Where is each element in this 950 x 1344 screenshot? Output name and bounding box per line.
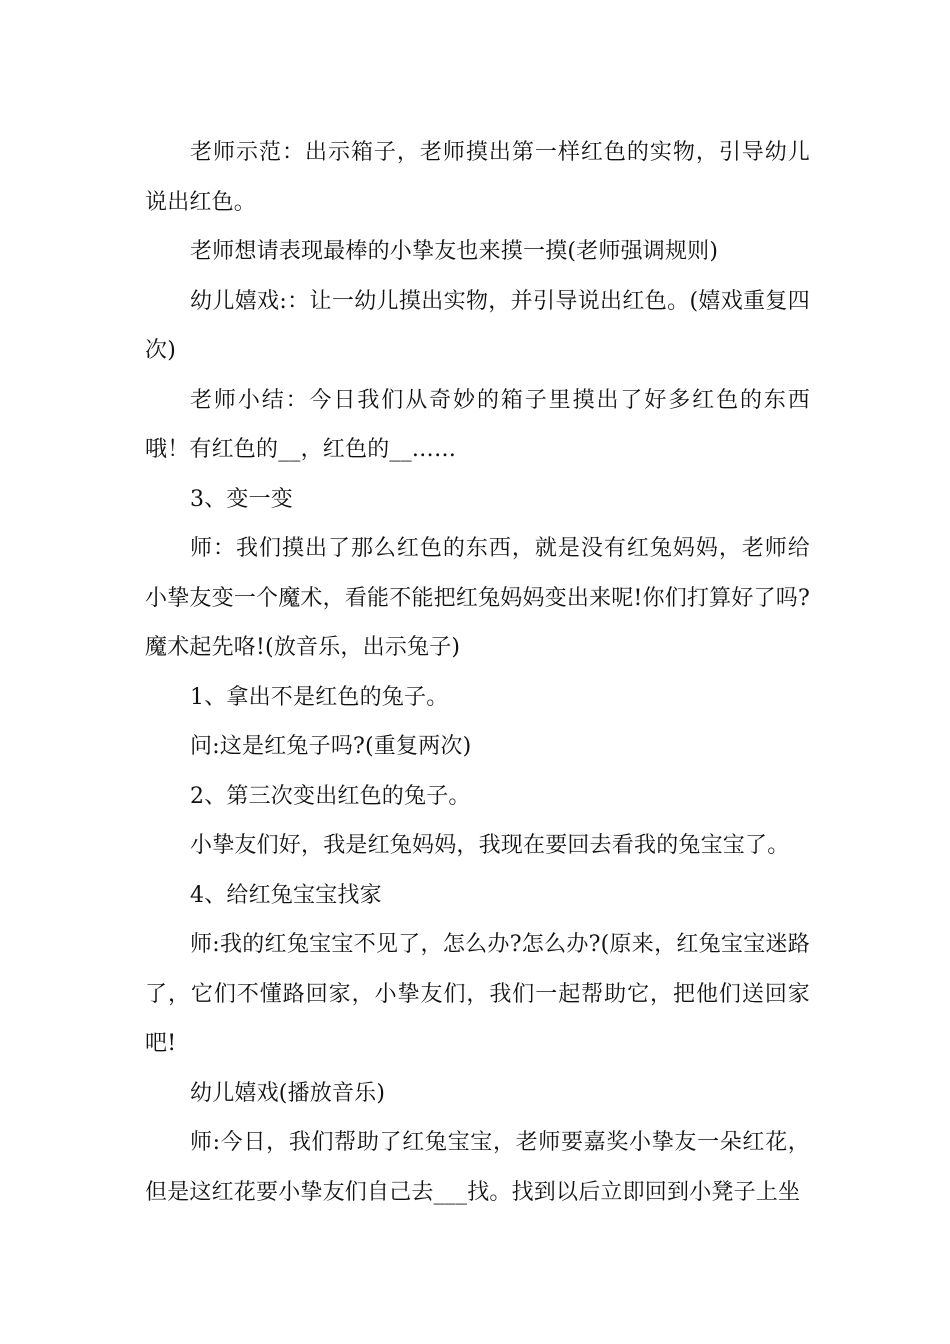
paragraph-red-flower-reward: 师:今日，我们帮助了红兔宝宝，老师要嘉奖小挚友一朵红花，但是这红花要小挚友们自己去___找。找到以后立即回到小凳子上坐 xyxy=(145,1130,810,1205)
paragraph-rabbit-mother: 小挚友们好，我是红兔妈妈，我现在要回去看我的兔宝宝了。 xyxy=(190,833,790,858)
document-body xyxy=(145,128,810,1217)
paragraph-child-game-music: 幼儿嬉戏(播放音乐) xyxy=(190,1080,386,1106)
paragraph-teacher-summary: 老师小结：今日我们从奇妙的箱子里摸出了好多红色的东西哦！有红色的__，红色的__…… xyxy=(145,387,810,462)
paragraph-invite-touch: 老师想请表现最棒的小挚友也来摸一摸(老师强调规则) xyxy=(190,239,719,264)
list-item-non-red-rabbit: 1、拿出不是红色的兔子。 xyxy=(190,684,449,710)
paragraph-question: 问:这是红兔子吗?(重复两次) xyxy=(190,734,472,759)
paragraph-magic-trick: 师：我们摸出了那么红色的东西，就是没有红兔妈妈，老师给小挚友变一个魔术，看能不能把红兔妈妈变出来呢!你们打算好了吗?魔术起先咯!(放音乐，出示兔子) xyxy=(145,536,810,660)
paragraph-teacher-demo: 老师示范：出示箱子，老师摸出第一样红色的实物，引导幼儿说出红色。 xyxy=(145,140,810,215)
section-heading-change: 3、变一变 xyxy=(190,486,293,512)
section-heading-find-home: 4、给红兔宝宝找家 xyxy=(190,882,382,908)
paragraph-child-game: 幼儿嬉戏:：让一幼儿摸出实物，并引导说出红色。(嬉戏重复四次) xyxy=(145,288,810,363)
paragraph-lost-babies: 师:我的红兔宝宝不见了，怎么办?怎么办?(原来，红兔宝宝迷路了，它们不懂路回家，小挚友们，我们一起帮助它，把他们送回家吧! xyxy=(145,932,810,1056)
list-item-red-rabbit: 2、第三次变出红色的兔子。 xyxy=(190,783,471,809)
